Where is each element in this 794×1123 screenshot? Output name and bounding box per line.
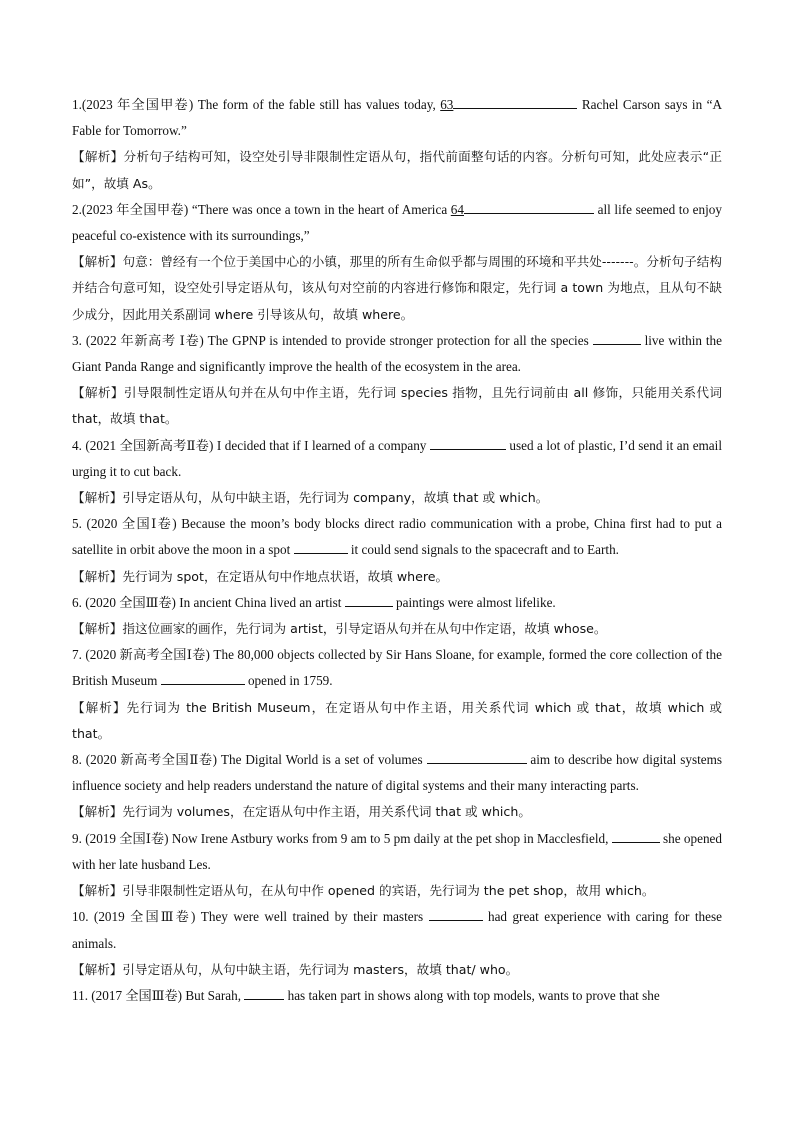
- question-2: [72, 197, 722, 249]
- analysis-text: 先行词为 the British Museum，在定语从句中作主语，用关系代词 which 或 that，故填 which 或 that。: [72, 699, 722, 741]
- analysis-text: 先行词为 spot，在定语从句中作地点状语，故填 where。: [122, 568, 449, 584]
- analysis-label: 【解析】: [72, 385, 124, 401]
- question-text: 1.(2023 年全国甲卷) The form of the fable still has values today,: [72, 97, 441, 112]
- question-1: [72, 92, 722, 144]
- question-3: [72, 328, 722, 380]
- question-7: [72, 642, 722, 694]
- blank-number: 64: [450, 201, 464, 217]
- question-text: 2.(2023 年全国甲卷) “There was once a town in the heart of America: [72, 201, 451, 217]
- document-page: [72, 92, 722, 1009]
- question-text: has taken part in shows along with top models, wants to prove that she: [284, 987, 660, 1003]
- question-6: [72, 590, 722, 616]
- question-text: 11. (2017 全国Ⅲ卷) But Sarah,: [72, 987, 245, 1003]
- analysis-4: [72, 485, 722, 511]
- analysis-label: 【解析】: [72, 699, 127, 715]
- analysis-text: 指这位画家的画作，先行词为 artist，引导定语从句并在从句中作定语，故填 whose。: [122, 621, 607, 637]
- answer-blank: [427, 750, 527, 764]
- question-4: [72, 433, 722, 485]
- question-8: [72, 747, 722, 799]
- analysis-label: 【解析】: [72, 490, 123, 506]
- answer-blank: [294, 540, 348, 554]
- analysis-text: 引导定语从句，从句中缺主语，先行词为 masters，故填 that/ who。: [122, 961, 519, 977]
- question-text: 4. (2021 全国新高考Ⅱ卷) I decided that if I learned of a company: [72, 437, 430, 453]
- question-text: 10. (2019 全国Ⅲ卷) They were well trained by their masters: [72, 909, 429, 925]
- analysis-text: 引导定语从句，从句中缺主语，先行词为 company，故填 that 或 which。: [122, 490, 549, 506]
- question-text: she opened with her late husband Les.: [72, 830, 722, 872]
- question-text: 5. (2020 全国Ⅰ卷) Because the moon’s body blocks direct radio communication with a probe, China first had to put a satellite in orbit above the moon in a spot: [72, 516, 722, 558]
- question-text: opened in 1759.: [244, 673, 333, 689]
- analysis-1: [72, 144, 722, 196]
- blank-number: 63: [440, 97, 454, 112]
- question-text: 6. (2020 全国Ⅲ卷) In ancient China lived an artist: [72, 594, 345, 610]
- analysis-label: 【解析】: [72, 804, 123, 820]
- analysis-label: 【解析】: [72, 961, 123, 977]
- analysis-text: 先行词为 volumes，在定语从句中作主语，用关系代词 that 或 which。: [122, 804, 531, 820]
- question-text: live within the Giant Panda Range and significantly improve the health of the ecosystem in the area.: [72, 332, 722, 375]
- analysis-text: 引导限制性定语从句并在从句中作主语，先行词 species 指物，且先行词前由 all 修饰，只能用关系代词 that，故填 that。: [72, 385, 723, 427]
- answer-blank: [464, 200, 594, 214]
- question-text: it could send signals to the spacecraft and to Earth.: [347, 542, 619, 558]
- analysis-text: 分析句子结构可知，设空处引导非限制性定语从句，指代前面整句话的内容。分析句可知，此处应表示“正如”，故填 As。: [72, 149, 723, 191]
- analysis-label: 【解析】: [72, 149, 124, 165]
- answer-blank: [161, 671, 245, 685]
- answer-blank: [429, 907, 483, 921]
- analysis-3: [72, 380, 722, 432]
- analysis-5: [72, 564, 722, 590]
- analysis-label: 【解析】: [72, 883, 123, 899]
- analysis-7: [72, 695, 722, 747]
- question-text: 8. (2020 新高考全国Ⅱ卷) The Digital World is a set of volumes: [72, 752, 427, 768]
- question-11: [72, 983, 722, 1009]
- analysis-2: [72, 249, 722, 328]
- analysis-6: [72, 616, 722, 642]
- answer-blank: [244, 986, 284, 1000]
- question-text: 9. (2019 全国Ⅰ卷) Now Irene Astbury works from 9 am to 5 pm daily at the pet shop in Macclesfield,: [72, 830, 612, 846]
- answer-blank: [453, 95, 577, 109]
- analysis-text: 引导非限制性定语从句，在从句中作 opened 的宾语，先行词为 the pet shop，故用 which。: [122, 883, 655, 899]
- analysis-10: [72, 957, 722, 983]
- answer-blank: [593, 331, 641, 345]
- question-text: paintings were almost lifelike.: [392, 594, 556, 610]
- question-text: had great experience with caring for these animals.: [72, 909, 722, 951]
- answer-blank: [612, 829, 660, 843]
- question-text: aim to describe how digital systems influence society and help readers understand the nature of digital systems and their many interacting parts.: [72, 752, 722, 794]
- answer-blank: [345, 593, 393, 607]
- question-text: all life seemed to enjoy peaceful co-existence with its surroundings,”: [72, 201, 722, 244]
- question-text: 7. (2020 新高考全国Ⅰ卷) The 80,000 objects collected by Sir Hans Sloane, for example, formed the core collection of the British Museum: [72, 647, 722, 689]
- analysis-label: 【解析】: [72, 568, 123, 584]
- question-text: used a lot of plastic, I’d send it an email urging it to cut back.: [72, 437, 722, 479]
- question-10: [72, 904, 722, 956]
- answer-blank: [430, 436, 506, 450]
- question-9: [72, 826, 722, 878]
- analysis-text: 句意：曾经有一个位于美国中心的小镇，那里的所有生命似乎都与周围的环境和平共处-------。分析句子结构并结合句意可知，设空处引导定语从句，该从句对空前的内容进行修饰和限定，先行词 a town 为地点，且从句不缺少成分，因此用关系副词 where 引导该从句，故填 where。: [72, 254, 723, 322]
- analysis-8: [72, 799, 722, 825]
- analysis-label: 【解析】: [72, 254, 123, 270]
- question-text: Rachel Carson says in “A Fable for Tomorrow.”: [72, 97, 722, 139]
- analysis-9: [72, 878, 722, 904]
- analysis-label: 【解析】: [72, 621, 123, 637]
- question-text: 3. (2022 年新高考 Ⅰ卷) The GPNP is intended to provide stronger protection for all the species: [72, 332, 593, 348]
- question-5: [72, 511, 722, 563]
